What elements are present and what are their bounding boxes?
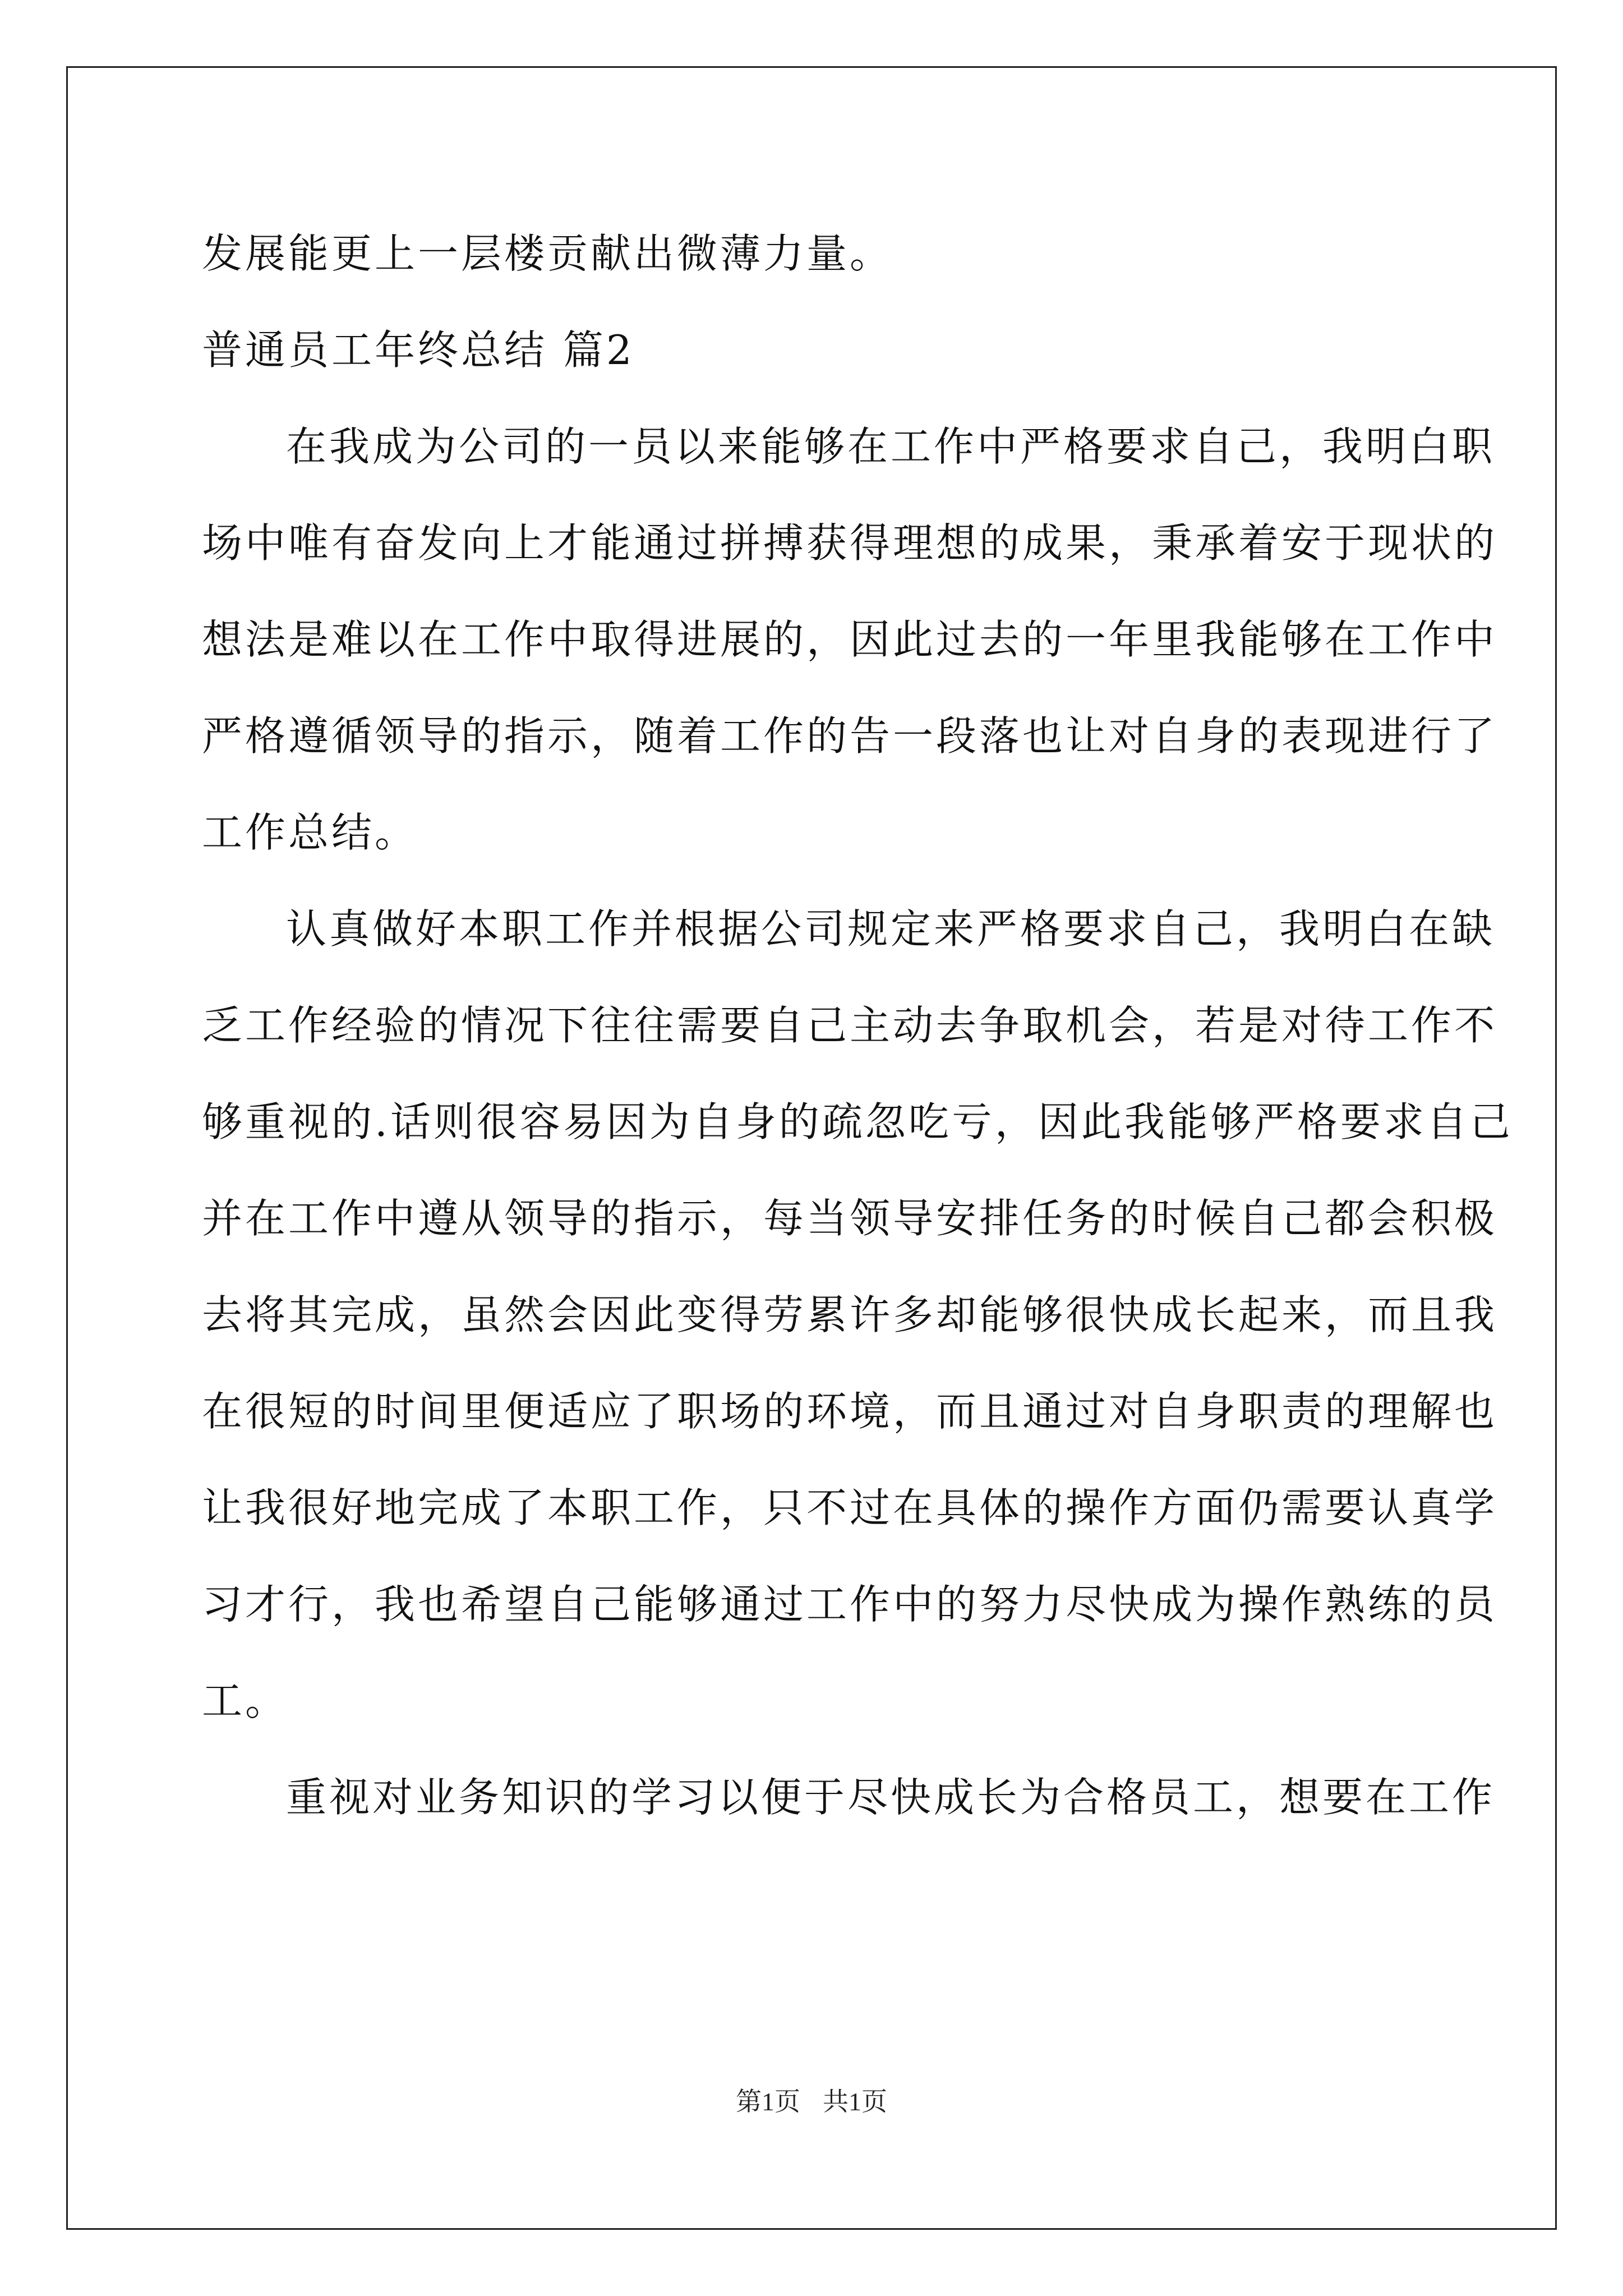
text-line: 去将其完成，虽然会因此变得劳累许多却能够很快成长起来，而且我 xyxy=(202,1291,1498,1338)
text-line: 够重视的.话则很容易因为自身的疏忽吃亏，因此我能够严格要求自己 xyxy=(202,1098,1513,1145)
text-line: 严格遵循领导的指示，随着工作的告一段落也让对自身的表现进行了 xyxy=(202,712,1498,760)
text-line: 在很短的时间里便适应了职场的环境，而且通过对自身职责的理解也 xyxy=(202,1388,1498,1435)
paragraph-first-line: 在我成为公司的一员以来能够在工作中严格要求自己，我明白职 xyxy=(286,423,1496,470)
text-line: 习才行，我也希望自己能够通过工作中的努力尽快成为操作熟练的员 xyxy=(202,1581,1498,1628)
page-number-total: 共1页 xyxy=(823,2087,887,2116)
document-body xyxy=(202,220,1513,1860)
section-heading: 普通员工年终总结 篇2 xyxy=(202,326,635,374)
text-line: 工作总结。 xyxy=(202,809,418,856)
text-line: 工。 xyxy=(202,1677,289,1724)
text-line: 并在工作中遵从领导的指示，每当领导安排任务的时候自己都会积极 xyxy=(202,1195,1498,1242)
text-line: 让我很好地完成了本职工作，只不过在具体的操作方面仍需要认真学 xyxy=(202,1484,1498,1531)
paragraph-first-line: 认真做好本职工作并根据公司规定来严格要求自己，我明白在缺 xyxy=(286,905,1496,953)
page-number-current: 第1页 xyxy=(736,2087,800,2116)
page-footer xyxy=(0,2081,1623,2118)
text-line: 想法是难以在工作中取得进展的，因此过去的一年里我能够在工作中 xyxy=(202,616,1498,663)
text-line: 乏工作经验的情况下往往需要自己主动去争取机会，若是对待工作不 xyxy=(202,1002,1498,1049)
text-line: 发展能更上一层楼贡献出微薄力量。 xyxy=(202,230,893,277)
text-line: 场中唯有奋发向上才能通过拼搏获得理想的成果，秉承着安于现状的 xyxy=(202,519,1498,567)
paragraph-first-line: 重视对业务知识的学习以便于尽快成长为合格员工，想要在工作 xyxy=(286,1774,1496,1821)
